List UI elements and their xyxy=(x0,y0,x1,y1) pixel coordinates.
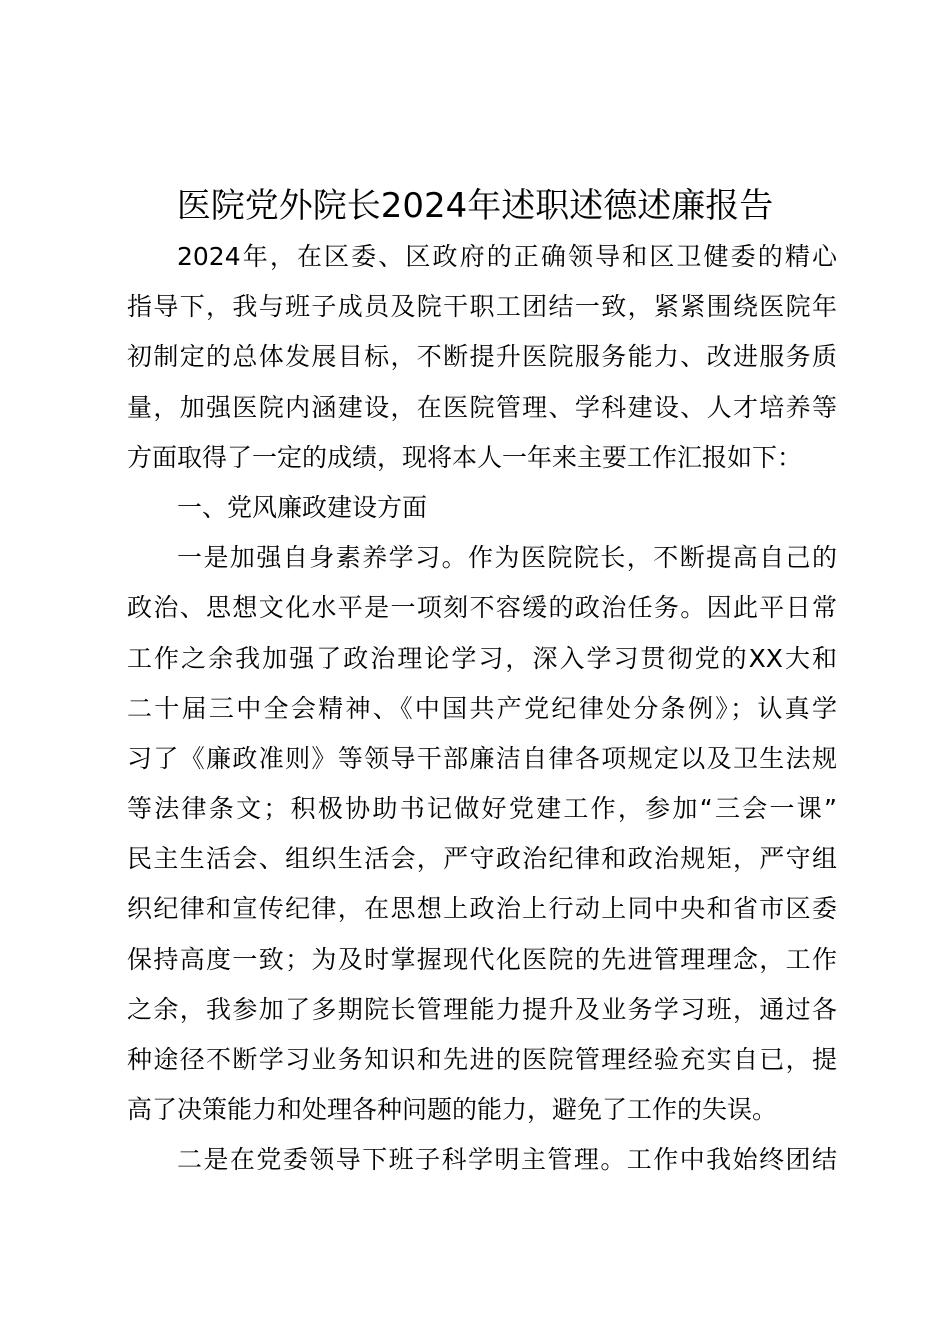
paragraph-line: 一是加强自身素养学习。作为医院院长，不断提高自己的 xyxy=(177,543,837,573)
paragraph-line: 2024年，在区委、区政府的正确领导和区卫健委的精心 xyxy=(177,242,837,271)
document-body xyxy=(127,232,837,1186)
paragraph-line: 方面取得了一定的成绩，现将本人一年来主要工作汇报如下： xyxy=(127,442,803,472)
paragraph-line: 工作之余我加强了政治理论学习，深入学习贯彻党的XX大和 xyxy=(127,643,837,673)
paragraph-line: 一、党风廉政建设方面 xyxy=(177,492,428,522)
paragraph-line: 之余，我参加了多期院长管理能力提升及业务学习班，通过各 xyxy=(127,994,837,1024)
paragraph-line: 高了决策能力和处理各种问题的能力，避免了工作的失误。 xyxy=(127,1095,778,1125)
paragraph-line: 保持高度一致；为及时掌握现代化医院的先进管理理念，工作 xyxy=(127,944,837,974)
paragraph-line: 二是在党委领导下班子科学明主管理。工作中我始终团结 xyxy=(177,1145,837,1175)
paragraph-line: 民主生活会、组织生活会，严守政治纪律和政治规矩，严守组 xyxy=(127,844,837,874)
paragraph-line: 等法律条文；积极协助书记做好党建工作，参加“三会一课” xyxy=(127,794,837,824)
paragraph-line: 初制定的总体发展目标，不断提升医院服务能力、改进服务质 xyxy=(127,342,837,372)
paragraph-line: 指导下，我与班子成员及院干职工团结一致，紧紧围绕医院年 xyxy=(127,292,837,322)
paragraph-line: 习了《廉政准则》等领导干部廉洁自律各项规定以及卫生法规 xyxy=(127,743,837,773)
paragraph-line: 种途径不断学习业务知识和先进的医院管理经验充实自已，提 xyxy=(127,1045,837,1074)
paragraph-line: 量，加强医院内涵建设，在医院管理、学科建设、人才培养等 xyxy=(127,392,837,422)
paragraph-line: 织纪律和宣传纪律，在思想上政治上行动上同中央和省市区委 xyxy=(127,894,837,924)
paragraph-line: 二十届三中全会精神、《中国共产党纪律处分条例》；认真学 xyxy=(127,693,837,723)
paragraph-line: 政治、思想文化水平是一项刻不容缓的政治任务。因此平日常 xyxy=(127,593,837,623)
document-title: 医院党外院长2024年述职述德述廉报告 xyxy=(176,186,774,226)
